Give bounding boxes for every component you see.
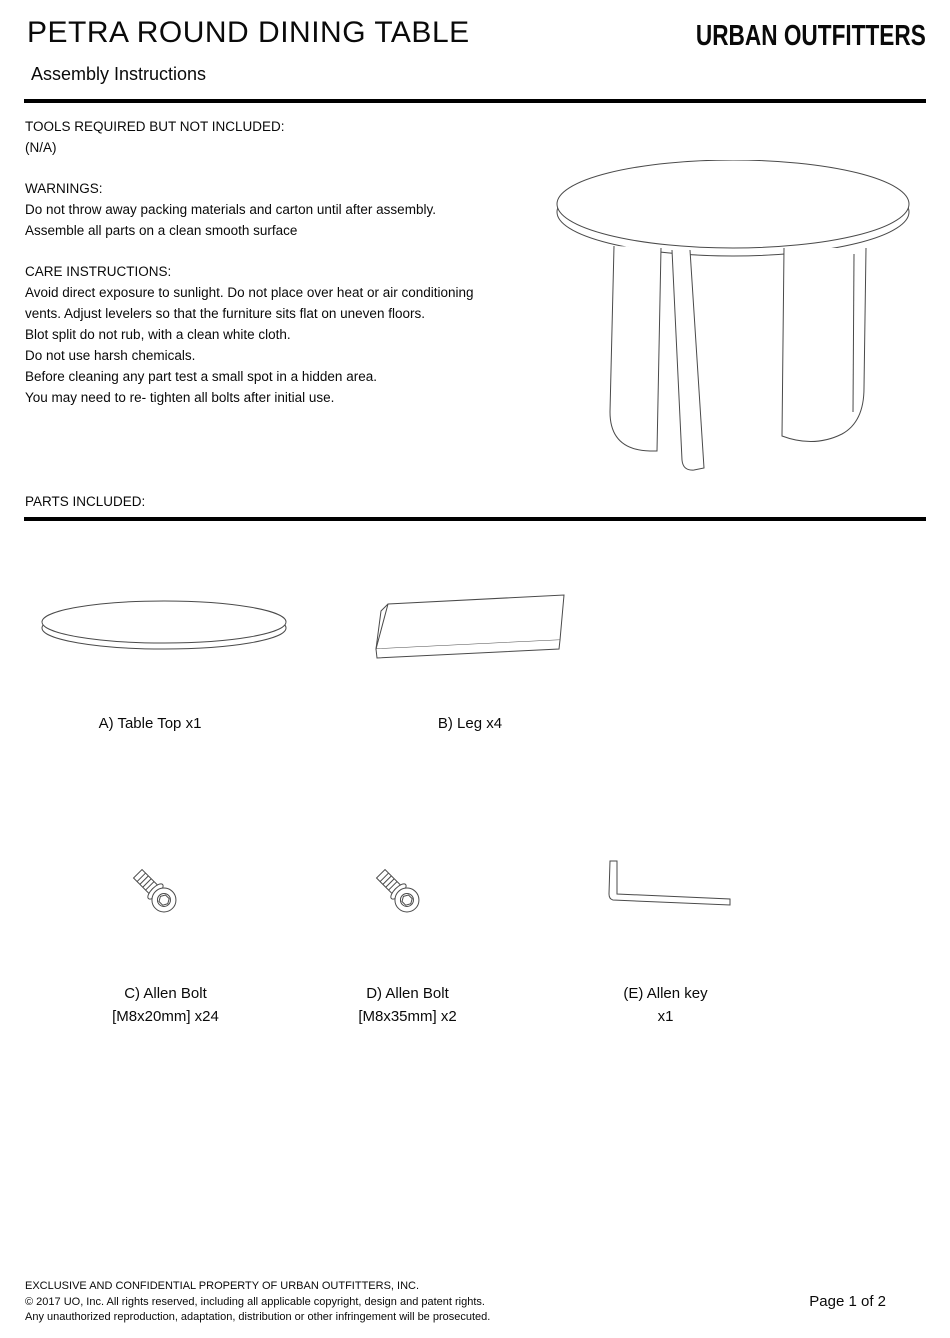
page-number: Page 1 of 2 — [809, 1293, 886, 1310]
part-c-spec: [M8x20mm] x24 — [112, 1008, 219, 1025]
allen-key-icon — [600, 856, 738, 914]
tools-heading: TOOLS REQUIRED BUT NOT INCLUDED: — [25, 119, 285, 134]
part-c-label — [78, 982, 253, 1028]
part-d-spec: [M8x35mm] x2 — [358, 1008, 457, 1025]
allen-bolt-m8x35-icon — [370, 863, 434, 927]
footer-line: EXCLUSIVE AND CONFIDENTIAL PROPERTY OF URBAN OUTFITTERS, INC. — [25, 1280, 420, 1292]
tools-line: (N/A) — [25, 140, 57, 155]
part-d-label — [320, 982, 495, 1028]
warnings-heading: WARNINGS: — [25, 181, 103, 196]
warnings-section — [25, 178, 610, 241]
instructions-column — [25, 116, 610, 428]
header-divider — [24, 99, 926, 103]
care-line: Before cleaning any part test a small spot in a hidden area. — [25, 369, 377, 384]
care-line: You may need to re- tighten all bolts after initial use. — [25, 390, 335, 405]
part-c-name: C) Allen Bolt — [124, 985, 207, 1002]
tools-section — [25, 116, 610, 158]
part-e-spec: x1 — [657, 1008, 674, 1025]
part-e-name: (E) Allen key — [623, 985, 708, 1002]
warnings-line: Do not throw away packing materials and carton until after assembly. — [25, 202, 436, 217]
part-b-label: B) Leg x4 — [437, 715, 503, 732]
footer-line: © 2017 UO, Inc. All rights reserved, including all applicable copyright, design and patent rights. — [25, 1295, 485, 1308]
part-e-label — [578, 982, 753, 1028]
care-line: Avoid direct exposure to sunlight. Do not place over heat or air conditioning — [25, 285, 474, 300]
leg-icon — [366, 592, 574, 672]
allen-bolt-m8x20-icon — [127, 863, 191, 927]
assembled-table-illustration — [552, 160, 924, 478]
care-line: vents. Adjust levelers so that the furniture sits flat on uneven floors. — [25, 306, 425, 321]
care-line: Blot split do not rub, with a clean white cloth. — [25, 327, 291, 342]
footer-line: Any unauthorized reproduction, adaptation, distribution or other infringement will be prosecuted. — [25, 1311, 491, 1323]
care-section — [25, 261, 610, 408]
brand-logo: URBAN OUTFITTERS — [696, 20, 926, 52]
page-subtitle: Assembly Instructions — [31, 64, 207, 84]
part-a-label: A) Table Top x1 — [98, 715, 202, 732]
care-line: Do not use harsh chemicals. — [25, 348, 196, 363]
parts-heading: PARTS INCLUDED: — [25, 494, 146, 509]
care-heading: CARE INSTRUCTIONS: — [25, 264, 172, 279]
table-top-icon — [36, 597, 292, 659]
parts-divider — [24, 517, 926, 521]
warnings-line: Assemble all parts on a clean smooth surface — [25, 223, 298, 238]
page-title: PETRA ROUND DINING TABLE — [27, 16, 470, 49]
part-d-name: D) Allen Bolt — [366, 985, 449, 1002]
footer-legal — [25, 1279, 490, 1326]
